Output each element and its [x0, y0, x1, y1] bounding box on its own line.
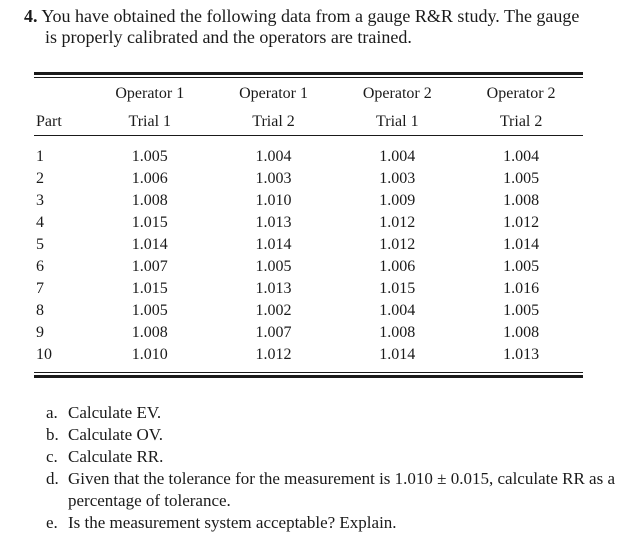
measurement-cell: 1.006: [131, 170, 168, 187]
table-row: [34, 278, 583, 300]
measurement-cell: 1.008: [131, 324, 168, 341]
table-row: [34, 256, 583, 278]
measurement-cell: 1.005: [503, 302, 540, 319]
problem-line-1: [24, 6, 614, 27]
measurement-cell: 1.004: [379, 148, 416, 165]
question-list: [46, 402, 616, 534]
header-cell-trial: Trial 2: [252, 113, 295, 130]
question-text: Calculate OV.: [68, 425, 164, 444]
measurement-cell: 1.015: [131, 214, 168, 231]
measurement-cell: 1.008: [503, 192, 540, 209]
measurement-cell: 1.012: [379, 214, 416, 231]
measurement-cell: 1.016: [503, 280, 540, 297]
measurement-cell: 1.004: [503, 148, 540, 165]
measurement-cell: 1.006: [379, 258, 416, 275]
measurement-cell: 1.014: [503, 236, 540, 253]
problem-text-line-1: You have obtained the following data from a gauge R&R study. The gauge: [41, 6, 580, 26]
measurement-cell: 1.002: [255, 302, 292, 319]
part-number-cell: 9: [36, 324, 44, 341]
part-number-cell: 4: [36, 214, 44, 231]
part-number-cell: 7: [36, 280, 44, 297]
question-item: [46, 402, 616, 424]
header-cell-trial: Trial 1: [376, 113, 419, 130]
measurement-cell: 1.013: [255, 214, 292, 231]
question-text: Calculate EV.: [68, 403, 162, 422]
measurement-cell: 1.008: [131, 192, 168, 209]
question-item: [46, 446, 616, 468]
gauge-rr-data-table: [34, 79, 583, 366]
table-bottom-rule-thick: [34, 375, 583, 378]
question-letter: a.: [46, 403, 58, 422]
header-cell-operator: Operator 2: [486, 85, 556, 102]
table-bottom-rule-thin: [34, 372, 583, 373]
measurement-cell: 1.005: [131, 148, 168, 165]
measurement-cell: 1.003: [255, 170, 292, 187]
measurement-cell: 1.014: [131, 236, 168, 253]
measurement-cell: 1.013: [255, 280, 292, 297]
header-cell-operator: Operator 1: [115, 85, 185, 102]
measurement-cell: 1.005: [503, 258, 540, 275]
measurement-cell: 1.005: [131, 302, 168, 319]
measurement-cell: 1.015: [379, 280, 416, 297]
measurement-cell: 1.008: [379, 324, 416, 341]
question-text: Calculate RR.: [68, 447, 164, 466]
measurement-cell: 1.007: [131, 258, 168, 275]
measurement-cell: 1.008: [503, 324, 540, 341]
header-cell-operator: Operator 2: [362, 85, 432, 102]
header-cell-operator: Operator 1: [239, 85, 308, 102]
table-row: [34, 190, 583, 212]
question-text: Is the measurement system acceptable? Explain.: [68, 513, 397, 532]
measurement-cell: 1.010: [131, 346, 168, 363]
measurement-cell: 1.004: [255, 148, 292, 165]
measurement-cell: 1.004: [379, 302, 416, 319]
question-item: [46, 468, 616, 512]
table-row: [34, 300, 583, 322]
table-row: [34, 212, 583, 234]
table-top-rule-thin: [34, 77, 583, 78]
problem-number: 4.: [24, 6, 38, 26]
header-separator: [34, 136, 583, 147]
part-number-cell: 6: [36, 258, 44, 275]
part-number-cell: 10: [36, 346, 52, 363]
measurement-cell: 1.007: [255, 324, 292, 341]
measurement-cell: 1.013: [503, 346, 540, 363]
measurement-cell: 1.005: [503, 170, 540, 187]
header-separator-row: [34, 136, 583, 147]
measurement-cell: 1.003: [379, 170, 416, 187]
question-item: [46, 512, 616, 534]
part-number-cell: 8: [36, 302, 44, 319]
header-cell: [34, 79, 88, 108]
question-letter: e.: [46, 513, 58, 532]
measurement-cell: 1.010: [255, 192, 292, 209]
header-cell-part: Part: [36, 113, 62, 130]
header-row-trials: [34, 108, 583, 136]
measurement-cell: 1.014: [255, 236, 292, 253]
question-letter: b.: [46, 425, 59, 444]
problem-text-line-2: is properly calibrated and the operators are trained.: [45, 27, 412, 47]
part-number-cell: 3: [36, 192, 44, 209]
part-number-cell: 5: [36, 236, 44, 253]
question-item: [46, 424, 616, 446]
table-row: [34, 146, 583, 168]
question-letter: d.: [46, 469, 59, 488]
table-top-rule-thick: [34, 72, 583, 75]
header-cell-trial: Trial 1: [128, 113, 172, 130]
table-row: [34, 344, 583, 366]
part-number-cell: 2: [36, 170, 44, 187]
question-text: Given that the tolerance for the measurement is 1.010 ± 0.015, calculate RR as a percentage of tolerance.: [68, 469, 616, 510]
measurement-cell: 1.005: [255, 258, 292, 275]
measurement-cell: 1.012: [255, 346, 292, 363]
table-row: [34, 168, 583, 190]
header-cell-trial: Trial 2: [499, 113, 543, 130]
measurement-cell: 1.012: [379, 236, 416, 253]
table-row: [34, 322, 583, 344]
question-letter: c.: [46, 447, 58, 466]
header-row-operators: [34, 79, 583, 108]
measurement-cell: 1.014: [379, 346, 416, 363]
measurement-cell: 1.012: [503, 214, 540, 231]
measurement-cell: 1.009: [379, 192, 416, 209]
table-row: [34, 234, 583, 256]
measurement-cell: 1.015: [131, 280, 168, 297]
problem-statement: [24, 6, 614, 48]
part-number-cell: 1: [36, 148, 44, 165]
